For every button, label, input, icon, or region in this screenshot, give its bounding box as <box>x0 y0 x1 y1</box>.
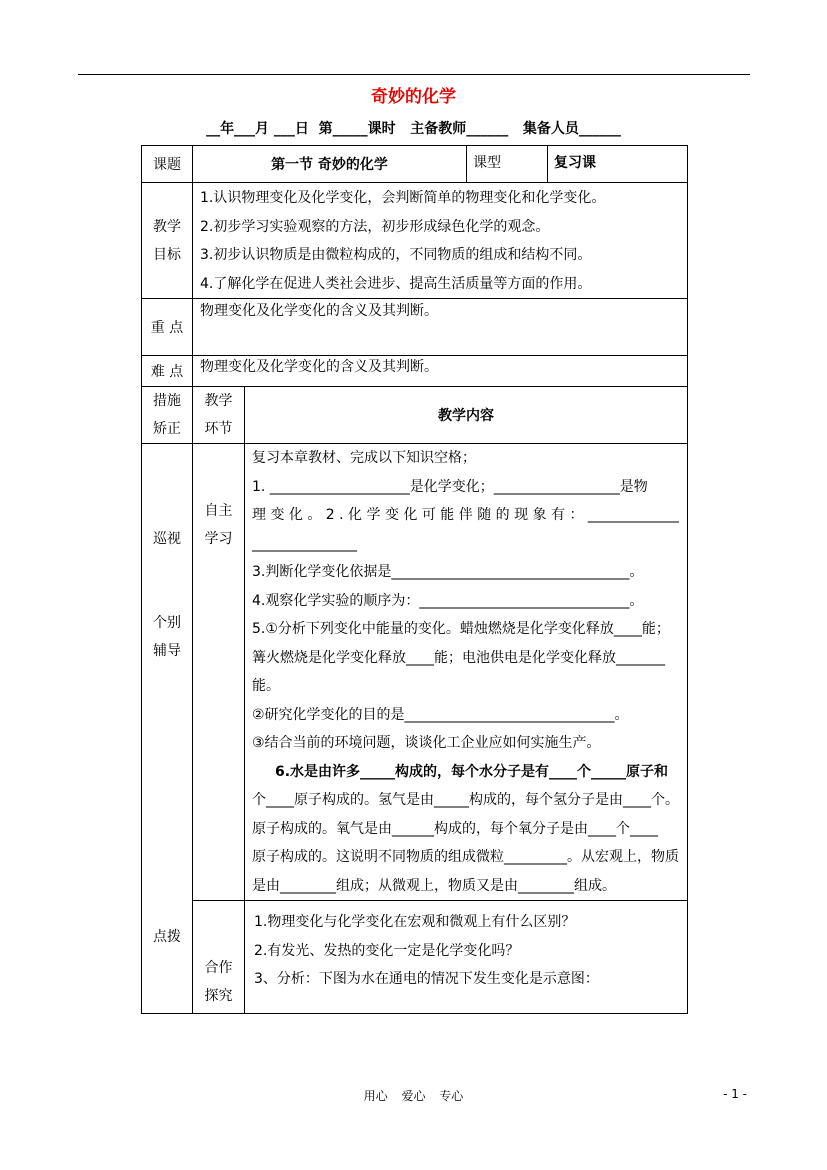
goals-label-1: 教学 <box>153 218 181 235</box>
exercise-line: 复习本章教材、完成以下知识空格； <box>252 450 476 466</box>
exercise-line: 3.判断化学变化依据是__________________________________。 <box>252 564 644 580</box>
exercise-line: 能。 <box>252 678 280 694</box>
type-label <box>467 146 548 183</box>
self-study-content <box>245 444 688 901</box>
self-study-label-2: 学习 <box>204 531 233 547</box>
topic-label: 课题 <box>142 146 193 183</box>
stage-header-1: 教学 <box>204 393 233 409</box>
key-content <box>193 299 688 356</box>
content-header: 教学内容 <box>245 387 688 444</box>
lesson-meta-line: __年___月 ___日 第_____课时 主备教师______ 集备人员______ <box>206 121 621 137</box>
goals-row <box>142 183 688 299</box>
exercise-line: 原子构成的。这说明不同物质的组成微粒_________。从宏观上，物质 <box>252 849 679 865</box>
type-value: 复习课 <box>554 155 596 171</box>
exercise-line <box>245 758 687 787</box>
key-label: 重 点 <box>142 299 193 356</box>
goals-label-2: 目标 <box>153 246 181 263</box>
question-line: 3、分析：下图为水在通电的情况下发生变化是示意图： <box>254 971 599 987</box>
exercise-line: 原子构成的。氧气是由______构成的，每个氧分子是由____个____ <box>252 820 658 837</box>
document-title: 奇妙的化学 <box>371 87 456 107</box>
exercise-line: 个____原子构成的。氢气是由_____构成的，每个氢分子是由____个。 <box>252 792 679 808</box>
question-line: 1.物理变化与化学变化在宏观和微观上有什么区别？ <box>254 914 576 930</box>
cooperative-label-1: 合作 <box>204 960 233 976</box>
goals-label <box>142 183 193 299</box>
difficult-label: 难 点 <box>142 356 193 387</box>
difficult-points-row <box>142 356 688 387</box>
exercise-line: 理 变 化 。 2 . 化 学 变 化 可 能 伴 随 的 现 象 有 ： _____________ <box>252 507 679 523</box>
goals-content <box>193 183 688 299</box>
cooperative-content <box>245 901 688 1014</box>
measures-column <box>142 444 193 1014</box>
measures-header-1: 措施 <box>153 393 181 409</box>
page-number: - 1 - <box>723 1087 747 1101</box>
guide-label-1: 个别 <box>153 615 181 631</box>
type-value-cell <box>548 146 688 183</box>
exercise-line: 篝火燃烧是化学变化释放____能；电池供电是化学变化释放_______ <box>252 649 665 666</box>
exercise-line: 4.观察化学实验的顺序为：______________________________。 <box>252 592 644 609</box>
question-line: 2.有发光、发热的变化一定是化学变化吗？ <box>254 942 520 959</box>
exercise-line-text: 6.水是由许多_____构成的，每个水分子是有____个_____原子和 <box>275 763 669 780</box>
exercise-line: 1. ____________________是化学变化；__________________是物 <box>252 478 648 495</box>
footer-motto: 用心 爱心 专心 <box>363 1089 464 1103</box>
exercise-line: ③结合当前的环境问题，谈谈化工企业应如何实施生产。 <box>252 735 601 751</box>
self-study-row <box>142 444 688 901</box>
key-points-row <box>142 299 688 356</box>
content-header-row <box>142 387 688 444</box>
self-study-stage <box>193 444 245 901</box>
exercise-line: 5.①分析下列变化中能量的变化。蜡烛燃烧是化学变化释放____能； <box>252 621 670 637</box>
goal-item: 4.了解化学在促进人类社会进步、提高生活质量等方面的作用。 <box>200 275 592 292</box>
cooperative-row <box>142 901 688 1014</box>
lesson-plan-table <box>141 145 688 1014</box>
exercise-line: ②研究化学变化的目的是______________________________。 <box>252 706 629 723</box>
point-label: 点拨 <box>153 929 181 945</box>
cooperative-stage <box>193 901 245 1014</box>
goal-item: 3.初步认识物质是由微粒构成的，不同物质的组成和结构不同。 <box>200 247 592 263</box>
cooperative-label-2: 探究 <box>204 988 233 1004</box>
measures-header <box>142 387 193 444</box>
topic-row <box>142 146 688 183</box>
difficult-value: 物理变化及化学变化的含义及其判断。 <box>200 359 438 375</box>
difficult-content <box>193 356 688 387</box>
key-value: 物理变化及化学变化的含义及其判断。 <box>200 303 438 319</box>
topic-value: 第一节 奇妙的化学 <box>193 146 467 183</box>
guide-label-2: 辅导 <box>153 643 181 659</box>
exercise-line: _______________ <box>252 535 357 552</box>
measures-header-2: 矫正 <box>153 421 181 437</box>
goal-item: 1.认识物理变化及化学变化，会判断简单的物理变化和化学变化。 <box>200 190 606 206</box>
header-rule <box>78 74 750 75</box>
stage-header-2: 环节 <box>204 421 233 437</box>
self-study-label-1: 自主 <box>204 503 233 519</box>
goal-item: 2.初步学习实验观察的方法，初步形成绿色化学的观念。 <box>200 218 550 235</box>
type-label-text: 课型 <box>473 155 501 171</box>
exercise-line: 是由________组成；从微观上，物质又是由________组成。 <box>252 877 616 894</box>
patrol-label: 巡视 <box>153 531 181 547</box>
stage-header <box>193 387 245 444</box>
